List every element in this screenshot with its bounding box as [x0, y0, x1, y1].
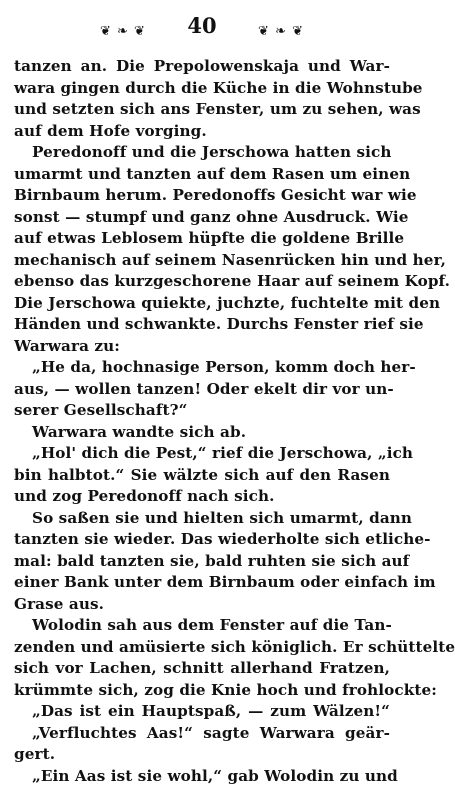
text-line: Warwara zu: — [14, 336, 390, 358]
text-line: tanzen an. Die Prepolowenskaja und War- — [14, 56, 390, 78]
text-line: umarmt und tanzten auf dem Rasen um einen — [14, 164, 390, 186]
text-line: und setzten sich ans Fenster, um zu sehen, was — [14, 99, 390, 121]
text-line: bin halbtot.“ Sie wälzte sich auf den Rasen — [14, 465, 390, 487]
text-line: sich vor Lachen, schnitt allerhand Fratzen, — [14, 658, 390, 680]
page-number: 40 — [187, 8, 216, 44]
page-body-text — [14, 56, 390, 787]
text-line: gert. — [14, 744, 390, 766]
text-line: So saßen sie und hielten sich umarmt, dann — [14, 508, 390, 530]
text-line: „Das ist ein Hauptspaß, — zum Wälzen!“ — [14, 701, 390, 723]
text-line: zenden und amüsierte sich königlich. Er schüttelte — [14, 637, 390, 659]
text-line: wara gingen durch die Küche in die Wohnstube — [14, 78, 390, 100]
text-line: auf dem Hofe vorging. — [14, 121, 390, 143]
text-line: Birnbaum herum. Peredonoffs Gesicht war wie — [14, 185, 390, 207]
text-line: Wolodin sah aus dem Fenster auf die Tan- — [14, 615, 390, 637]
text-line: Peredonoff und die Jerschowa hatten sich — [14, 142, 390, 164]
text-line: Grase aus. — [14, 594, 390, 616]
book-page — [14, 8, 390, 787]
text-line: krümmte sich, zog die Knie hoch und frohlockte: — [14, 680, 390, 702]
header-ornament-right: ❦ ❧ ❦ — [258, 24, 304, 39]
page-header — [14, 8, 390, 44]
text-line: „Verfluchtes Aas!“ sagte Warwara geär- — [14, 723, 390, 745]
header-ornament-left: ❦ ❧ ❦ — [100, 24, 146, 39]
text-line: auf etwas Leblosem hüpfte die goldene Brille — [14, 228, 390, 250]
text-line: ebenso das kurzgeschorene Haar auf seinem Kopf. — [14, 271, 390, 293]
text-line: tanzten sie wieder. Das wiederholte sich etliche- — [14, 529, 390, 551]
text-line: Händen und schwankte. Durchs Fenster rief sie — [14, 314, 390, 336]
text-line: einer Bank unter dem Birnbaum oder einfach im — [14, 572, 390, 594]
text-line: Warwara wandte sich ab. — [14, 422, 390, 444]
text-line: mal: bald tanzten sie, bald ruhten sie sich auf — [14, 551, 390, 573]
text-line: serer Gesellschaft?“ — [14, 400, 390, 422]
text-line: sonst — stumpf und ganz ohne Ausdruck. Wie — [14, 207, 390, 229]
text-line: und zog Peredonoff nach sich. — [14, 486, 390, 508]
text-line: „Ein Aas ist sie wohl,“ gab Wolodin zu und — [14, 766, 390, 787]
text-line: aus, — wollen tanzen! Oder ekelt dir vor un- — [14, 379, 390, 401]
text-line: Die Jerschowa quiekte, juchzte, fuchtelte mit den — [14, 293, 390, 315]
text-line: mechanisch auf seinem Nasenrücken hin und her, — [14, 250, 390, 272]
text-line: „He da, hochnasige Person, komm doch her- — [14, 357, 390, 379]
text-line: „Hol' dich die Pest,“ rief die Jerschowa, „ich — [14, 443, 390, 465]
